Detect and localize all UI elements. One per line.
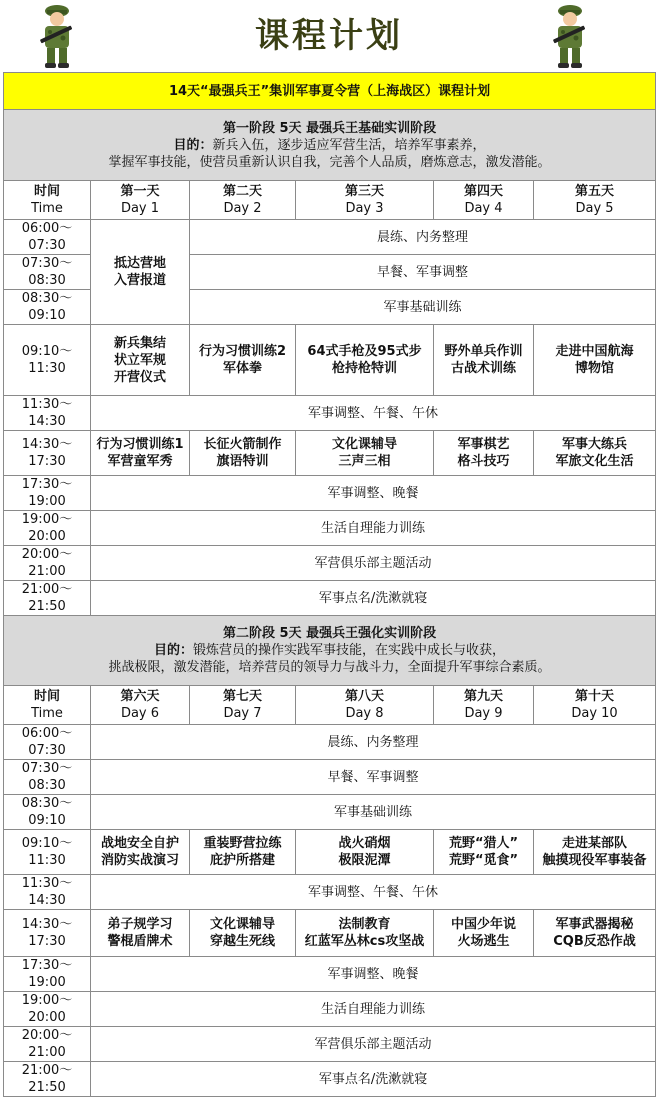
common-activity: 生活自理能力训练 — [91, 511, 656, 546]
activity-cell: 军事棋艺 格斗技巧 — [434, 431, 534, 476]
soldier-icon — [548, 2, 592, 70]
common-activity: 军事点名/洗漱就寝 — [91, 1062, 656, 1097]
common-activity: 军事调整、午餐、午休 — [91, 875, 656, 910]
time-cell: 08:30～09:10 — [4, 290, 91, 325]
phase1-day-header-row — [4, 181, 656, 220]
time-cell: 14:30～17:30 — [4, 910, 91, 957]
day-header: 第六天 Day 6 — [91, 686, 190, 725]
time-cell: 09:10～11:30 — [4, 830, 91, 875]
activity-cell: 重装野营拉练 庇护所搭建 — [190, 830, 296, 875]
day-header: 第四天 Day 4 — [434, 181, 534, 220]
schedule-table — [3, 72, 656, 1097]
time-cell: 14:30～17:30 — [4, 431, 91, 476]
activity-cell: 行为习惯训练2 军体拳 — [190, 325, 296, 396]
table-row — [4, 581, 656, 616]
common-activity: 军营俱乐部主题活动 — [91, 546, 656, 581]
common-activity: 晨练、内务整理 — [190, 220, 656, 255]
time-cell: 07:30～08:30 — [4, 255, 91, 290]
common-activity: 生活自理能力训练 — [91, 992, 656, 1027]
activity-cell: 战火硝烟 极限泥潭 — [296, 830, 434, 875]
camp-banner: 14天“最强兵王”集训军事夏令营（上海战区）课程计划 — [4, 73, 656, 110]
activity-cell: 新兵集结 状立军规 开营仪式 — [91, 325, 190, 396]
activity-cell: 64式手枪及95式步 枪持枪特训 — [296, 325, 434, 396]
header — [0, 0, 658, 72]
table-row — [4, 795, 656, 830]
phase2-goal-label: 目的： — [154, 643, 194, 658]
table-row — [4, 830, 656, 875]
table-row — [4, 220, 656, 255]
phase1-title: 第一阶段 5天 最强兵王基础实训阶段 — [222, 120, 437, 136]
time-cell: 17:30～19:00 — [4, 476, 91, 511]
activity-cell: 文化课辅导 三声三相 — [296, 431, 434, 476]
activity-cell: 军事大练兵 军旅文化生活 — [534, 431, 656, 476]
activity-cell: 弟子规学习 警棍盾牌术 — [91, 910, 190, 957]
common-activity: 军事点名/洗漱就寝 — [91, 581, 656, 616]
table-row — [4, 760, 656, 795]
table-row — [4, 992, 656, 1027]
common-activity: 军事基础训练 — [190, 290, 656, 325]
arrival-cell: 抵达营地 入营报道 — [91, 220, 190, 325]
table-row — [4, 431, 656, 476]
table-row — [4, 1027, 656, 1062]
phase1-header — [4, 110, 656, 181]
time-cell: 11:30～14:30 — [4, 875, 91, 910]
table-row — [4, 546, 656, 581]
day-header: 第十天 Day 10 — [534, 686, 656, 725]
time-cell: 08:30～09:10 — [4, 795, 91, 830]
table-row — [4, 910, 656, 957]
day-header: 第七天 Day 7 — [190, 686, 296, 725]
activity-cell: 野外单兵作训 古战术训练 — [434, 325, 534, 396]
activity-cell: 军事武器揭秘 CQB反恐作战 — [534, 910, 656, 957]
time-cell: 21:00～21:50 — [4, 1062, 91, 1097]
common-activity: 军事基础训练 — [91, 795, 656, 830]
time-header: 时间 Time — [4, 181, 91, 220]
day-header: 第五天 Day 5 — [534, 181, 656, 220]
time-cell: 20:00～21:00 — [4, 1027, 91, 1062]
activity-cell: 中国少年说 火场逃生 — [434, 910, 534, 957]
activity-cell: 法制教育 红蓝军丛林cs攻坚战 — [296, 910, 434, 957]
table-row — [4, 396, 656, 431]
phase1-goal-line1 — [4, 137, 655, 154]
page-title: 课程计划 — [255, 16, 403, 56]
table-row — [4, 325, 656, 396]
day-header: 第九天 Day 9 — [434, 686, 534, 725]
phase2-title: 第二阶段 5天 最强兵王强化实训阶段 — [222, 626, 437, 641]
time-header: 时间 Time — [4, 686, 91, 725]
table-row — [4, 875, 656, 910]
common-activity: 早餐、军事调整 — [91, 760, 656, 795]
time-cell: 11:30～14:30 — [4, 396, 91, 431]
phase2-day-header-row — [4, 686, 656, 725]
day-header: 第二天 Day 2 — [190, 181, 296, 220]
time-cell: 09:10～11:30 — [4, 325, 91, 396]
time-cell: 19:00～20:00 — [4, 511, 91, 546]
activity-cell: 行为习惯训练1 军营童军秀 — [91, 431, 190, 476]
common-activity: 军事调整、晚餐 — [91, 957, 656, 992]
common-activity: 军事调整、午餐、午休 — [91, 396, 656, 431]
phase2-goal-line1 — [4, 642, 655, 659]
time-cell: 19:00～20:00 — [4, 992, 91, 1027]
table-row — [4, 725, 656, 760]
time-cell: 06:00～07:30 — [4, 725, 91, 760]
activity-cell: 走进某部队 触摸现役军事装备 — [534, 830, 656, 875]
common-activity: 军事调整、晚餐 — [91, 476, 656, 511]
activity-cell: 荒野“猎人” 荒野“觅食” — [434, 830, 534, 875]
table-row — [4, 957, 656, 992]
activity-cell: 战地安全自护 消防实战演习 — [91, 830, 190, 875]
time-cell: 17:30～19:00 — [4, 957, 91, 992]
common-activity: 军营俱乐部主题活动 — [91, 1027, 656, 1062]
activity-cell: 文化课辅导 穿越生死线 — [190, 910, 296, 957]
day-header: 第三天 Day 3 — [296, 181, 434, 220]
time-cell: 07:30～08:30 — [4, 760, 91, 795]
phase2-header — [4, 616, 656, 686]
phase2-goal-text1: 锻炼营员的操作实践军事技能，在实践中成长与收获， — [193, 643, 506, 658]
table-row — [4, 511, 656, 546]
activity-cell: 长征火箭制作 旗语特训 — [190, 431, 296, 476]
time-cell: 21:00～21:50 — [4, 581, 91, 616]
phase1-goal-line2: 掌握军事技能，使营员重新认识自我，完善个人品质，磨炼意志，激发潜能。 — [108, 154, 551, 170]
common-activity: 晨练、内务整理 — [91, 725, 656, 760]
time-cell: 20:00～21:00 — [4, 546, 91, 581]
activity-cell: 走进中国航海 博物馆 — [534, 325, 656, 396]
common-activity: 早餐、军事调整 — [190, 255, 656, 290]
table-row — [4, 1062, 656, 1097]
phase1-goal-label: 目的： — [173, 137, 213, 153]
time-cell: 06:00～07:30 — [4, 220, 91, 255]
table-row — [4, 476, 656, 511]
phase2-goal-line2: 挑战极限，激发潜能，培养营员的领导力与战斗力，全面提升军事综合素质。 — [108, 660, 551, 675]
phase1-goal-text1: 新兵入伍，逐步适应军营生活，培养军事素养， — [212, 137, 486, 153]
day-header: 第八天 Day 8 — [296, 686, 434, 725]
day-header: 第一天 Day 1 — [91, 181, 190, 220]
